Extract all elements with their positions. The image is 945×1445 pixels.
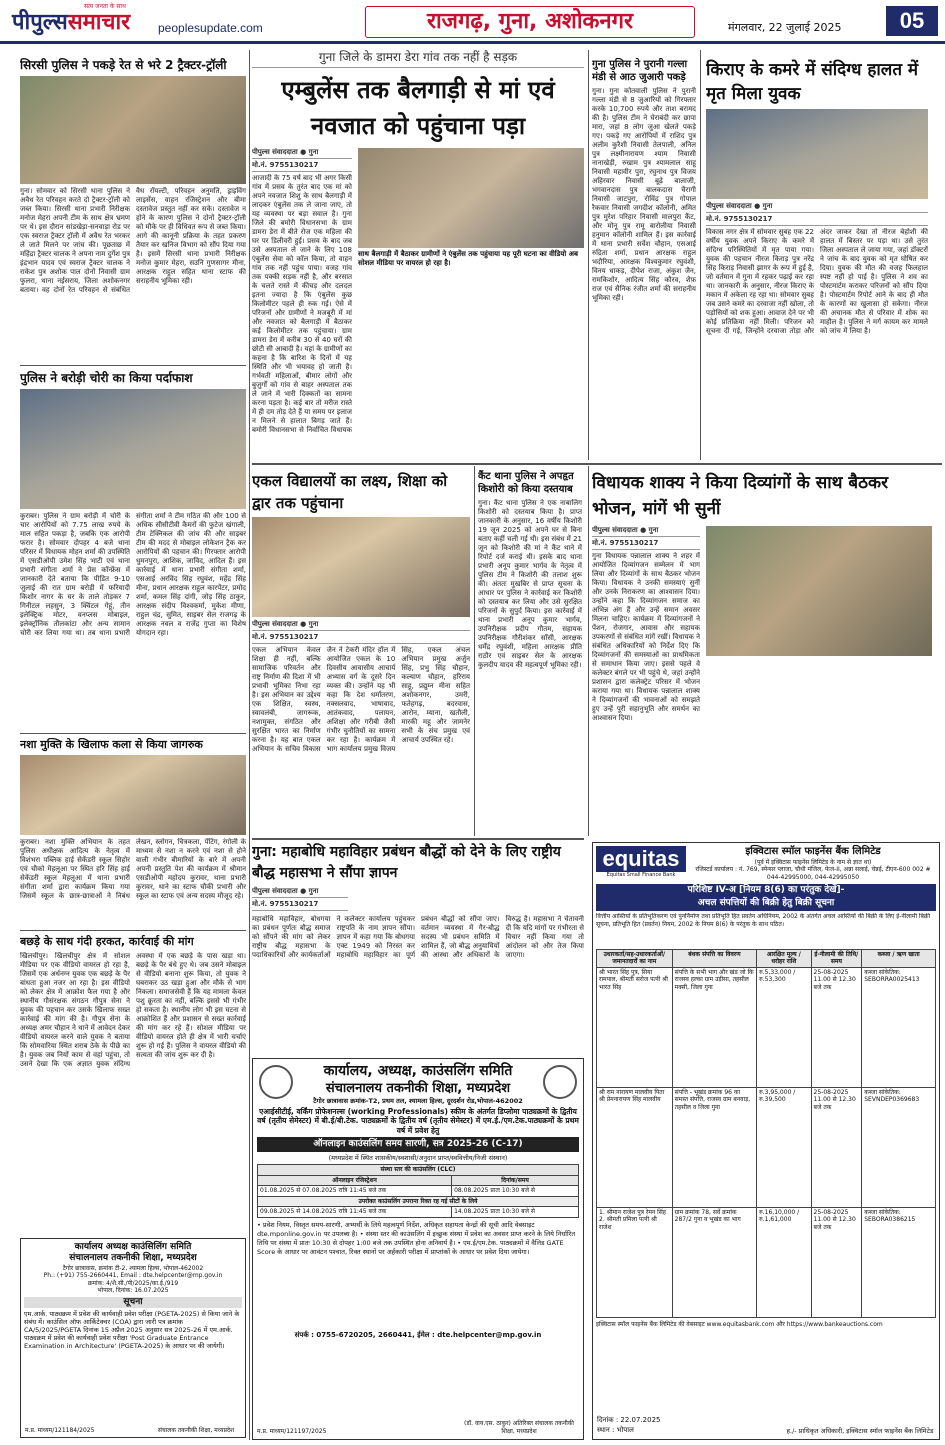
- ad-footer-left: म.प्र. माध्यम/121184/2025: [25, 1426, 95, 1434]
- column-rule: [700, 50, 701, 460]
- table-row: [258, 1186, 579, 1197]
- ad-subtitle: (पूर्व में इक्विटास फाइनेंस लिमिटेड के नाम से ज्ञात था): [754, 858, 872, 866]
- ad-dated: भोपाल, दिनांक: 16.07.2025: [97, 1287, 169, 1294]
- ad-notes: • प्रवेश नियम, विस्तृत समय-सारणी, अभ्यर्थी के लिये महत्वपूर्ण निर्देश, अधिकृत सहायता केन्द्रों की सूची आदि वेबसाइट dte.mponline.gov.in पर उपलब्ध है। • संस्था स्तर की काउंसलिंग में इच्छुक संस्था में प्रवेश का अवसर प्राप्त करने के लिये निर्धारित तिथि पर संस्था में प्रातः 10:30 से दोपहर 1:00 बजे तक उपस्थित होना अनिवार्य है। • एम.ई/एम.टेक. पाठ्यक्रमों में वैलिड GATE Score के आधार पर आवंटन पश्चात, रिक्त स्थानों पर अर्हकारी परीक्षा में प्राप्तांकों के आधार पर प्रवेश दिया जायेगा।: [257, 1220, 576, 1256]
- col-head: ई-नीलामी की तिथि/समय: [811, 949, 862, 967]
- story-photo: [20, 755, 246, 835]
- table-cell: रु.16,10,000 / रु.1,61,000: [757, 1207, 811, 1317]
- kicker: गुना जिले के डामरा डेरा गांव तक नहीं है सड़क: [252, 50, 584, 68]
- ad-sign: ह./- प्राधिकृत अधिकारी, इक्विटास स्मॉल फाइनेंस बैंक लिमिटेड: [786, 1426, 934, 1435]
- ad-contact: संपर्क : 0755-6720205, 2660441, ईमेल : dte.helpcenter@mp.gov.in: [294, 1330, 542, 1339]
- table-cell: 14.08.2025 प्रातः 10:30 बजे से: [452, 1207, 579, 1218]
- table-cell: 01.08.2025 से 07.08.2025 रात्रि 11:45 बजे तक: [258, 1186, 452, 1197]
- story-photo: [706, 109, 928, 199]
- ad-sub: (मध्यप्रदेश में स्थित शासकीय/स्वशासी/अनुदान प्राप्त/स्ववित्तीय/निजी संस्थान): [328, 1154, 508, 1163]
- auction-table: [596, 949, 936, 1318]
- ad-equitas: [592, 842, 940, 1440]
- col-head: दिनांक/समय: [452, 1175, 579, 1186]
- mobile: मो.नं. 9755130217: [592, 539, 700, 550]
- ad-counseling-big: [252, 1058, 584, 1440]
- ad-banner: ऑनलाइन काउंसलिंग समय सारणी, सत्र 2025-26 (C-17): [257, 1137, 579, 1152]
- story-photo: [358, 148, 584, 248]
- story-juari: [592, 58, 696, 458]
- website-link[interactable]: peoplesupdate.com: [158, 21, 263, 35]
- masthead: [0, 0, 945, 44]
- ad-phone: Ph.: (+91) 755-2660441, Email : dte.helpcenter@mp.gov.in: [43, 1272, 223, 1279]
- table-row: [597, 1087, 936, 1207]
- ad-signer: (डॉ. वाय.एस. ठाकुर) अतिरिक्त संचालक तकनीकी शिक्षा, मध्यप्रदेश: [464, 1420, 574, 1435]
- ad-title: इक्विटास स्मॉल फाइनेंस बैंक लिमिटेड: [745, 846, 881, 857]
- ad-schedule-table: [257, 1164, 579, 1218]
- ad-notice-label: सूचना: [24, 1297, 242, 1308]
- column-rule: [474, 466, 475, 836]
- divider: [20, 365, 246, 366]
- col-head: बंधक संपत्ति का विवरण: [672, 949, 757, 967]
- story-body: गुना विधायक पन्नालाल शाक्य ने शहर में आयोजित दिव्यांगजन सम्मेलन में भाग लिया और दिव्यांगों के साथ बैठकर भोजन किया। विधायक ने उनकी समस्याएं सुनीं और उनके निराकरण का आश्वासन दिया। उन्होंने कहा कि दिव्यांगजन समाज का अभिन्न अंग हैं और उन्हें समान अवसर मिलना चाहिए। कार्यक्रम में दिव्यांगजनों ने पेंशन, रोजगार, आवास और सहायक उपकरणों से संबंधित मांगें रखीं। विधायक ने संबंधित अधिकारियों को निर्देश दिए कि दिव्यांगजनों की समस्याओं का प्राथमिकता से समाधान किया जाए। इससे पहले वे कलेक्टर बंगले पर भी पहुंचे थे, जहां उन्होंने प्रशासन द्वारा कलेक्ट्रेट परिसर में भोजन कराया गया था। विधायक पन्नालाल शाक्य ने दिव्यांगजनों की भावनाओं को समझते हुए उन्हें पूरी सहानुभूति और समर्थन का आश्वासन दिया।: [592, 551, 700, 722]
- ad-title-1: कार्यालय अध्यक्ष काउंसिलिंग समिति: [74, 1242, 192, 1252]
- story-photo: [252, 517, 470, 617]
- table-cell: संपत्ति - भूखंड क्रमांक 96 का समस्त संपत्ति, राजस्व ग्राम बनवाड़, तहसील व जिला गुना: [672, 1087, 757, 1207]
- mp-emblem-icon: [259, 1065, 293, 1099]
- story-kiraye: [706, 58, 928, 458]
- story-bauddh: [252, 842, 584, 1052]
- table-cell: ग्राम क्रमांक 78, सर्वे क्रमांक 287/2 गुना व भूखंड का भाग: [672, 1207, 757, 1317]
- byline: पीपुल्स संवाददाता ● गुना: [592, 526, 700, 537]
- table-cell: 25-08-2025 11.00 से 12.30 बजे तक: [811, 1207, 862, 1317]
- ad-address: रजिस्टर्ड कार्यालय : नं. 769, स्पेन्सर प्लाजा, चौथी मंजिल, फेज-II, अन्ना सलाई, चेन्नई, टीएन-600 002 # 044-42995000, 044-42995050: [695, 866, 931, 881]
- table-head: संस्था स्तर की काउंसलिंग (CLC): [258, 1165, 579, 1176]
- table-cell: रु.5,33,000 / रु.53,300: [757, 967, 811, 1087]
- ad-ref: क्रमांक: 4/शै.सी./पी/2025/का.ई./919: [87, 1279, 179, 1287]
- ad-footer: म.प्र. माध्यम/121197/2025: [257, 1427, 327, 1435]
- table-cell: 25-08-2025 11.00 से 12.30 बजे तक: [811, 1087, 862, 1207]
- story-vidhayak: [592, 470, 932, 830]
- story-body: कुराबर। पुलिस ने ग्राम बरोड़ी में चोरी के चार आरोपियों को 7.75 लाख रुपये के माल सहित पकड़ा है, जबकि एक आरोपी फरार है। सोमवार दोपहर 4 बजे थाना परिसर में विधायक मोहन शर्मा की उपस्थिति में एसडीओपी उमेश सिंह भाटी एवं थाना प्रभारी संगीता शर्मा ने प्रेस कॉन्फ्रेंस में जानकारी देते बताया कि पीडि़त 9-10 जुलाई की रात ग्राम बरोड़ी में फरियादी किशोर नागर के घर के ताले तोड़कर 7 गिनीटल लहसुन, 3 क्विंटल गेहूं, तीन इलेक्ट्रिक मोटर, वनप्लस मोबाइल, इलेक्ट्रॉनिक तौलकांटा और अन्य सामान चोरी कर लिया गया था। तब थाना प्रभारी संगीता शर्मा ने टीम गठित की और 100 से अधिक सीसीटीवी कैमरों की फुटेज खंगाली, टीम टेक्निकल की जांच की और साइबर टीम की मदद से मोबाइल लोकेशन ट्रैक कर आरोपियों की पहचान की। गिरफ्तार आरोपी धुमनपुरा, आशिक, जाविद, आदिल हैं। इस कार्रवाई में थाना प्रभारी संगीता शर्मा, एसआई अरविंद सिंह रघुवंश, महेंद्र सिंह मीना, प्रधान आरक्षक राहुल कारपेंटर, प्रमोद शर्मा, कमल सिंह दांगी, जोड़ सिंह ठाकुर, आरक्षक संदीप विश्वकर्मा, मुकेश मीणा, राहुल चंद्र, सुमित, साइबर सेल राजगढ़ के आरक्षक नवल व राजेंद्र गुप्ता का विशेष योगदान रहा।: [20, 512, 246, 637]
- ad-scheme: एआईसीटीई, वर्किंग प्रोफेशनल्स (working Professionals) स्कीम के अंतर्गत डिप्लोमा पाठ्यक्रमों के द्वितीय वर्ष (तृतीय सेमेस्टर) में बी.ई/बी.टेक. पाठ्यक्रमों के द्वितीय वर्ष (तृतीय सेमेस्टर) में एम.ई./एम.टेक.पाठ्यक्रमों के प्रथम वर्ष में प्रवेश हेतु: [257, 1106, 579, 1135]
- divider: [20, 930, 246, 931]
- page-number: 05: [886, 6, 938, 36]
- ad-footer-note: इक्विटास स्मॉल फाइनेंस बैंक लिमिटेड की वेबसाइट www.equitasbank.com और https://www.bankeauctions.com: [596, 1320, 883, 1328]
- story-body-a: आजादी के 75 वर्ष बाद भी अगर किसी गांव में प्रसव के तुरंत बाद एक मां को अपने नवजात शिशु के साथ बैलगाड़ी में लादकर एंबुलेंस तक ले जाना जाए, तो यह व्यवस्था पर बड़ा सवाल है। गुना जिले की बमोरी विधानसभा के ग्राम डामरा डेरा में बीते रोज एक महिला की घर पर डिलीवरी हुई। प्रसव के बाद जब उसे अस्पताल ले जाने के लिए 108 एंबुलेंस सेवा को कॉल किया, तो वाहन गांव तक नहीं पहुंच पाया। वजह गांव तक पक्की सड़क नहीं है, और बरसात के चलते रास्ते में कीचड़ और दलदल इतना ज्यादा है कि एंबुलेंस कुछ किलोमीटर पहले ही रुक गई। ऐसे में परिजनों और ग्रामीणों ने मजबूरी में मां और नवजात को बैलगाड़ी में बैठाकर कई किलोमीटर तक पहुंचाया। ग्राम डामरा डेरा में करीब 30 से 40 घरों की छोटी सी आबादी है। यहां के ग्रामीणों का कहना है कि बारिश के दिनों में यह स्थिति और भी भयावह हो जाती है। गर्भवती महिलाओं, बीमार लोगों और बुजुर्गों को गांव से बाहर अस्पताल तक ले जाने में भारी दिक्कतों का सामना करना पड़ता है। कई बार तो मरीज रास्ते में ही दम तोड़ देते हैं या समय पर इलाज न मिलने से हालात बिगड़ जाते हैं। बमोरी विधानसभा से निर्वाचित विधायक: [252, 173, 352, 434]
- story-trolley: [20, 58, 246, 308]
- table-cell: श्री राम नारायण मालवीय पिता श्री प्रेमनारायण सिंह मालवीय: [597, 1087, 673, 1207]
- story-gandi: [20, 935, 246, 1230]
- byline: पीपुल्स संवाददाता ● गुना: [252, 887, 348, 898]
- story-body: एकल अभियान केवल शिक्षा ही नहीं, बल्कि सामाजिक परिवर्तन और राष्ट्र निर्माण की दिशा में भी प्रभावी भूमिका निभा रहा है। इस अभियान का उद्देश्य एक शिक्षित, स्वस्थ, स्वावलंबी, जागरूक, नशामुक्त, संगठित और सुरक्षित भारत का निर्माण करना है। यह बात एकल अभियान के सचिव विकास जैन ने टेकरी मंदिर हॉल में आयोजित एकल के 10 दिवसीय आवासीय आचार्य अभ्यास वर्ग के दूसरे दिन व्यक्त की। उन्होंने यह भी कहा कि देश धर्मांतरण, नक्सलवाद, भाषावाद, आतंकवाद, पलायन, अशिक्षा और गरीबी जैसी गंभीर चुनौतियों का सामना कर रहा है। कार्यक्रम में भाग कार्यालय प्रमुख विजय सिंह, एकल अंचल अभियान प्रमुख अर्जुन सिंह, प्रभु सिंह चौहान, कल्याण चौहान, हरिराय साहू, प्रद्युम्न मीना सहित अशोकनगर, उमरी, फतेहगढ़, बदरवास, आरोन, म्याना, खतौली, मारकी महू और जामनेर सभी के संच प्रमुख एवं आचार्य उपस्थित रहे।: [252, 645, 470, 753]
- ad-body: एम.आर्क. पाठ्यक्रम में प्रवेश की कार्यवाही प्रवेश परीक्षा (PGETA-2025) से किया जाने के संबंध में। काउंसिल ऑफ आर्किटेक्चर (COA) द्वारा जारी पत्र क्रमांक CA/5/2025/PGETA दिनांक 15 अप्रैल 2025 अनुसार सत्र 2025-26 में एम.आर्क. पाठ्यक्रम में प्रवेश की कार्यवाही प्रवेश परीक्षा 'Post Graduate Entrance Examination in Architecture' (PGETA-2025) के आधार पर की जायेगी।: [24, 1309, 240, 1350]
- table-row: [597, 1207, 936, 1317]
- story-body: महाबोधि महाविहार, बोधगया का प्रबंधन पूर्णतः बौद्ध समाज को सौंपने की मांग को लेकर राष्ट्रीय बौद्ध महासभा के पदाधिकारियों और कार्यकर्ताओं ने कलेक्टर कार्यालय पहुंचकर राष्ट्रपति के नाम ज्ञापन सौंपा। ज्ञापन में कहा गया कि बोधगया एक्ट 1949 को निरस्त कर महाबोधि महाविहार का पूर्ण प्रबंधन बौद्धों को सौंपा जाए। वर्तमान व्यवस्था में गैर-बौद्ध सदस्य भी प्रबंधन समिति में शामिल हैं, जो बौद्ध अनुयायियों की आस्था और अधिकारों के विरुद्ध है। महासभा ने चेतावनी दी कि यदि मांगों पर गंभीरता से विचार नहीं किया गया तो आंदोलन को और तेज किया जाएगा।: [252, 914, 584, 959]
- headline: विधायक शाक्य ने किया दिव्यांगों के साथ बैठकर भोजन, मांगें भी सुनीं: [592, 473, 889, 519]
- photo-caption: साथ बैलगाड़ी में बैठाकर ग्रामीणों ने एंबुलेंस तक पहुंचाया यह पूरी घटना का वीडियो अब सोशल मीडिया पर वायरल हो रहा है।: [358, 250, 579, 267]
- byline: पीपुल्स संवाददाता ● गुना: [706, 202, 928, 213]
- divider: [20, 733, 246, 734]
- equitas-logo-sub: Equitas Small Finance Bank: [606, 872, 676, 878]
- headline: सिरसी पुलिस ने पकड़े रेत से भरे 2 ट्रैक्टर-ट्रॉली: [20, 58, 227, 72]
- story-photo: [20, 389, 246, 509]
- story-kishori: [478, 470, 582, 830]
- headline: एम्बुलेंस तक बैलगाड़ी से मां एवं नवजात को पहुंचाना पड़ा: [281, 76, 555, 140]
- story-ambulance: [252, 50, 584, 460]
- story-body: गुना। कैंट थाना पुलिस ने एक नाबालिग किशोरी को दस्तयाब किया है। प्राप्त जानकारी के अनुसार, 16 वर्षीय किशोरी 19 जून 2025 को अपने घर से बिना बताए कहीं चली गई थी। इस संबंध में 21 जून को किशोरी की मां ने कैंट थाने में रिपोर्ट दर्ज कराई थी। इसके बाद थाना प्रभारी अनूप कुमार भार्गव के नेतृत्व में पुलिस टीम ने किशोरी की तलाश शुरू की। अंततः मुखबिर से प्राप्त सूचना के आधार पर पुलिस ने कार्रवाई कर किशोरी को दस्तयाब कर लिया और उसे सुरक्षित परिजनों के सुपुर्द किया। इस कार्रवाई में थाना प्रभारी अनूप कुमार भार्गव, उपनिरीक्षक प्रदीप गौतम, सहायक उपनिरीक्षक गौरीशंकर साँसी, आरक्षक धर्मेंद्र रघुवंशी, महिला आरक्षक प्रीति राठौर एवं साइबर सेल के आरक्षक कुलदीप यादव की महत्वपूर्ण भूमिका रही।: [478, 499, 582, 669]
- story-photo: [706, 526, 932, 656]
- ad-title-1: कार्यालय, अध्यक्ष, काउंसलिंग समिति: [323, 1063, 513, 1079]
- ad-intro: वित्तीय आस्तियों के प्रतिभूतिकरण एवं पुनर्निर्माण तथा प्रतिभूति हित प्रवर्तन अधिनियम, 2002 के अंतर्गत अचल आस्तियों की बिक्री के लिए ई-नीलामी बिक्री सूचना, प्रतिभूति हित (प्रवर्तन) नियम, 2002 के नियम 8(6) के परंतुक के साथ पठित।: [596, 912, 931, 928]
- ad-footer-right: संचालक तकनीकी शिक्षा, मध्यप्रदेश: [157, 1426, 235, 1434]
- story-body: विकास नगर क्षेत्र में सोमवार सुबह एक 22 वर्षीय युवक अपने किराए के कमरे में संदिग्ध परिस्थितियों में मृत पाया गया। युवक की पहचान नीरज किराड़ पुत्र नरेंद्र सिंह किराड़ निवासी झागर के रूप में हुई है, जो वर्तमान में गुना में रहकर पढ़ाई कर रहा था। जानकारी के अनुसार, नीरज किराए के मकान में अकेला रह रहा था। सोमवार सुबह जब उसने कमरे का दरवाजा नहीं खोला, तो पड़ोसियों को शक हुआ। आवाज देने पर भी कोई प्रतिक्रिया नहीं मिली। परिजन को सूचना दी गई, जिन्होंने दरवाजा तोड़ा और अंदर जाकर देखा तो नीरज बेहोशी की हालत में बिस्तर पर पड़ा था। उसे तुरंत जिला अस्पताल ले जाया गया, जहां डॉक्टरों ने जांच के बाद युवक को मृत घोषित कर दिया। युवक की मौत की वजह फिलहाल स्पष्ट नहीं हो पाई है। पुलिस ने शव का पोस्टमार्टम कराकर परिजनों को सौंप दिया है। पोस्टमार्टम रिपोर्ट आने के बाद ही मौत के कारणों का खुलासा हो सकेगा। नीरज की अचानक मौत से परिवार में शोक का माहौल है। पुलिस ने मर्ग कायम कर मामले को जांच में लिया है।: [706, 227, 928, 335]
- ad-counseling-small: [20, 1238, 246, 1438]
- table-cell: श्री भारत सिंह पुत्र, सिया रामपाल, श्रीमती सरोज पत्नी श्री भारत सिंह: [597, 967, 673, 1087]
- headline: कैंट थाना पुलिस ने अपहृत किशोरी को किया दस्तयाब: [478, 471, 574, 495]
- ad-banner-1: परिशिष्ट IV-अ [नियम 8(6) का परंतुक देखें]-: [596, 884, 936, 897]
- logo-part-a: पीपुल्स: [12, 10, 68, 35]
- mobile: मो.नं. 9755130217: [252, 633, 470, 644]
- story-body: खिलचीपुर। खिलचीपुर क्षेत्र में सोशल मीडिया पर एक वीडियो वायरल हो रहा है, जिसमें एक अर्धनग्न युवक एक बछड़े के पैर बांधता हुआ नजर आ रहा है। इस वीडियो को लेकर क्षेत्र में आक्रोश फैल गया है और स्थानीय गौसंरक्षक संगठन गौपुत्र सेना ने युवक की पहचान कर उसके खिलाफ सख्त कार्रवाई की मांग की है। गौपुत्र सेना के अध्यक्ष अमर चौहान ने थाने में आवेदन देकर वीडियो वायरल करने वाले युवक ने बताया कि सोमवारिया स्थित शराब ठेके के पीछे का है। युवक जब नियों काम से वहां पहुंचा, तो उसने देखा कि एक अज्ञात युवक संदिग्ध अवस्था में एक बछड़े के पास खड़ा था। बछड़े के पैर बंधे हुए थे। जब उसने मोबाइल से वीडियो बनाना शुरू किया, तो युवक ने घबराकर उठ खड़ा हुआ और मौके से भाग निकला। समाजसेवी हैं कि यह मामला केवल पशु क्रूरता का नहीं, बल्कि इससे भी गंभीर हो सकता है। स्थानीय लोग भी इस घटना से आक्रोशित हैं और प्रशासन से सख्त कार्रवाई की मांग कर रहे हैं। सोशल मीडिया पर वीडियो वायरल होते ही क्षेत्र में भारी चर्चाएं शुरू हो गई हैं। पुलिस ने वायरल वीडियो की सत्यता की जांच शुरू कर दी है।: [20, 952, 246, 1068]
- table-cell: 25-08-2025 11.00 से 12.30 बजे तक: [811, 967, 862, 1087]
- mobile: मो.नं. 9755130217: [252, 161, 352, 172]
- tagline: सत्य जनता के साथ: [84, 3, 126, 10]
- region-title: राजगढ़, गुना, अशोकनगर: [365, 6, 695, 38]
- ad-title-2: संचालनालय तकनीकी शिक्षा, मध्यप्रदेश: [325, 1080, 511, 1096]
- table-cell: रु.3,95,000 / रु.39,500: [757, 1087, 811, 1207]
- issue-date: मंगलवार, 22 जुलाई 2025: [728, 21, 842, 34]
- ad-address: टैगोर छात्रावास क्रमांक-T2, प्रथम तल, श्यामला हिल्स, दूरदर्शन रोड,भोपाल-462002: [313, 1096, 523, 1105]
- story-nasha: [20, 738, 246, 928]
- logo-part-b: समाचार: [67, 10, 131, 35]
- table-row: [597, 967, 936, 1087]
- headline: नशा मुक्ति के खिलाफ कला से किया जागरुक: [20, 738, 203, 751]
- byline: पीपुल्स संवाददाता ● गुना: [252, 148, 352, 159]
- story-chori: [20, 370, 246, 730]
- story-photo: [20, 76, 246, 184]
- story-body: कुराबर। नशा मुक्ति अभियान के तहत पुलिस अधीक्षक आदित्य के नेतृत्व में विशंभरा पब्लिक हाई सेकेंडरी स्कूल सिहोर एवं चौको मॆहलूआ पर स्थित हरि सिंह हाई सेकेंडरी स्कूल मॆहलूआ में थाना प्रभारी संगीता शर्मा द्वारा कार्यक्रम किया गया जिसमें स्कूल के छात्र-छात्राओं ने निबंध लेखन, स्लोगन, चित्रकला, पेंटिंग, रंगोली के माध्यम से नशा न करने एवं नशा से होने वाली गंभीर बीमारियों के बारे में अपनी अपनी प्रस्तुति पेश की कार्यक्रम में श्रीमान एसडीओपी महोदय कुरावर, थाना प्रभारी कुरावर, थाने का स्टाफ चौकी प्रभारी और स्कूल का स्टाफ एवं अन्य सदस्य मौजूद रहे।: [20, 838, 246, 900]
- ad-date: दिनांक : 22.07.2025: [597, 1416, 661, 1425]
- table-cell: संपत्ति के सभी भाग और खंड जो कि राजस्व हल्का ग्राम उड़ीसा, तहसील मक्सी, जिला गुना: [672, 967, 757, 1087]
- table-cell: 08.08.2025 प्रातः 10:30 बजे से: [452, 1186, 579, 1197]
- table-cell: 1. श्रीमान राजेश पुत्र रेमन सिंह 2. श्रीमती प्रमिला पत्नी श्री राजेश: [597, 1207, 673, 1317]
- table-row: [258, 1207, 579, 1218]
- table-cell: कब्जा सांकेतिक: SEVNDEP0369683: [862, 1087, 936, 1207]
- col-head: आरक्षित मूल्य / धरोहर राशि: [757, 949, 811, 967]
- table-cell: 09.08.2025 से 14.08.2025 रात्रि 11:45 बजे तक: [258, 1207, 452, 1218]
- column-rule: [249, 50, 250, 1440]
- story-ekal: [252, 470, 470, 810]
- dte-emblem-icon: [543, 1065, 577, 1099]
- divider: [252, 838, 584, 840]
- headline: गुना: महाबोधि महाविहार प्रबंधन बौद्धों को देने के लिए राष्ट्रीय बौद्ध महासभा ने सौंपा ज्ञापन: [252, 844, 561, 881]
- col-head: कब्जा / ऋण खाता: [862, 949, 936, 967]
- equitas-logo: equitas: [596, 846, 686, 872]
- mobile: मो.नं. 9755130217: [252, 900, 348, 911]
- ad-address: टैगोर छात्रावास, क्रमांक टी-2, श्यामला हिल्स, भोपाल-462002: [62, 1264, 204, 1272]
- headline: किराए के कमरे में संदिग्ध हालत में मृत मिला युवक: [706, 60, 919, 104]
- col-head: ऑनलाइन रजिस्ट्रेशन: [258, 1175, 452, 1186]
- divider: [252, 463, 942, 465]
- ad-title-2: संचालनालय तकनीकी शिक्षा, मध्यप्रदेश: [69, 1253, 197, 1264]
- story-body: गुना। गुना कोतवाली पुलिस ने पुरानी गल्ला मंडी से 8 जुआरियों को गिरफ्तार करके 10,700 रुपये और ताश बरामद की है। पुलिस टीम ने घेराबंदी कर छापा मारा, जहां 8 लोग जुआ खेलते पकड़े गए। पकड़े गए आरोपियों में राशिद पुत्र अलीम कुरैशी निवासी तेलपाली, अनिल पुत्र लक्ष्मीनारायण श्याम निवासी नानाखेड़ी, रुखाम पुत्र श्यामलाल साहू निवासी महावीर पुरा, रघुनाथ पुत्र विजय अहिरवार निवासी बूढ़े बालाजी, भगवानदास पुत्र बालकदास चैरागी निवासी जाटपुरा, रोविंद्र पुत्र गोपाल रैकवार निवासी जगदीश कॉलोनी, अमित पुत्र मुरेश परिहार निवासी मालपुरा कैंट, और मोनू पुत्र रामू बारोलीया निवासी हनुमान कॉलोनी शामिल हैं। इस कार्रवाई में थाना प्रभारी सर्वेश चौहान, एसआई रुद्रिता शर्मा, प्रधान आरक्षक राहुल भदौरिया, आरक्षक विश्वकुमार रघुवंशी, विनय धाकड़, दीपेश राजा, अंकुश जैन, रामकिशोर, आदित्य सिंह कौरव, शैफ़ राज एवं सैनिक रंजीत शर्मा की सराहनीय भूमिका रही।: [592, 87, 696, 302]
- ad-place: स्थान : भोपाल: [597, 1426, 634, 1435]
- headline: एकल विद्यालयों का लक्ष्य, शिक्षा को द्वार तक पहुंचाना: [252, 472, 448, 512]
- byline: पीपुल्स संवाददाता ● गुना: [252, 620, 470, 631]
- table-cell: कब्जा सांकेतिक: SEBORA0386215: [862, 1207, 936, 1317]
- table-midrow: उपरोक्त काउंसलिंग उपरान्त रिक्त रह गई सीटों के लिये: [258, 1196, 579, 1207]
- mobile: मो.नं. 9755130217: [706, 215, 928, 226]
- column-rule: [588, 466, 589, 836]
- ad-banner-2: अचल संपत्तियों की बिक्री हेतु बिक्री सूचना: [596, 897, 936, 910]
- headline: पुलिस ने बरोड़ी चोरी का किया पर्दाफाश: [20, 371, 193, 385]
- headline: गुना पुलिस ने पुरानी गल्ला मंडी से आठ जुआरी पकड़े: [592, 59, 688, 83]
- table-cell: कब्जा सांकेतिक: SEBORRA0025413: [862, 967, 936, 1087]
- newspaper-logo: [12, 6, 130, 36]
- col-head: उधारकर्ता/सह-उधारकर्ताओं/जमानतदारों का नाम: [597, 949, 673, 967]
- headline: बछड़े के साथ गंदी हरकत, कार्रवाई की मांग: [20, 935, 194, 948]
- column-rule: [588, 50, 589, 460]
- story-body: गुना। सोमवार को सिरसी थाना पुलिस ने अवैध रेत परिवहन करते दो ट्रैक्टर-ट्रॉली को जब्त किया। सिरसी थाना प्रभारी निरीक्षक मनोज मेहरा अपनी टीम के साथ क्षेत्र भ्रमण पर थे। इस दौरान सांडखेड़ा-सनवाड़ा रोड पर एक स्वराज ट्रैक्टर ट्रॉली में अवैध रेत भरकर ले जाते मिलने पर जांच की। पूछताछ में महिंद्रा ट्रैक्टर चालक ने अपना नाम दुर्गेश पुत्र इंद्रभान यादव एवं स्वराज ट्रैक्टर चालक ने राकेश पुत्र अशोक पाल दोनों निवासी ग्राम फुलरा, थाना नईसराय, जिला अशोकनगर बताया। वह दोनों रेत परिवहन से संबंधित वैध रॉयल्टी, परिवहन अनुमति, ड्राइविंग लाइसेंस, वाहन रजिस्ट्रेशन और बीमा दस्तावेज प्रस्तुत नहीं कर सके। दस्तावेज न होने के कारण पुलिस ने दोनों ट्रैक्टर-ट्रॉली को मौके पर ही विधिवत रूप से जब्त किया। आगे की कानूनी प्रक्रिया के तहत प्रकरण तैयार कर खनिज विभाग को सौंप दिया गया है। इसमें सिरसी थाना प्रभारी निरीक्षक मनोज कुमार मेहरा, सउनि गुणसागर मीना, आरक्षक राहुल सहित थाना स्टाफ की सराहनीय भूमिका रही।: [20, 187, 246, 294]
